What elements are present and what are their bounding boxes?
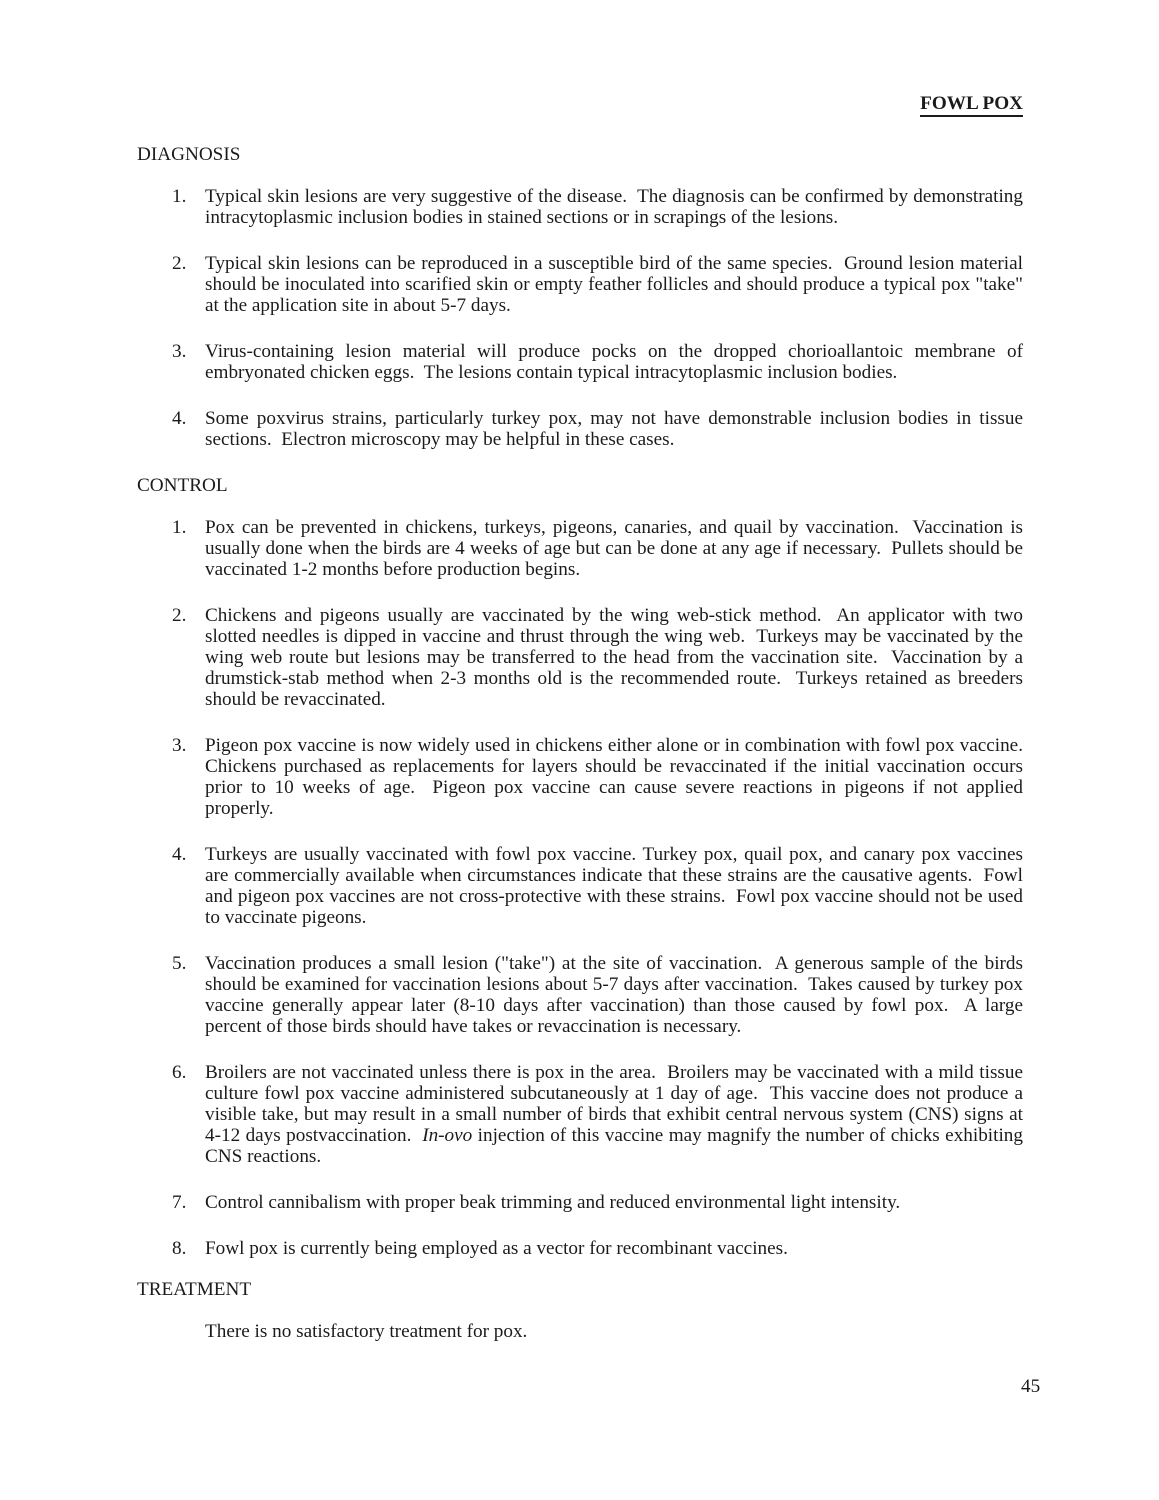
list-item [137,844,1028,928]
item-text: Turkeys are usually vaccinated with fowl pox vaccine. Turkey pox, quail pox, and canary pox vaccines are commercially available when circumstances indicate that these strains are the causative agents. Fowl and pigeon pox vaccines are not cross-protective with these strains. Fowl pox vaccine should not be used to vaccinate pigeons. [205,844,1028,928]
list-item [137,253,1028,316]
section-heading-diagnosis: DIAGNOSIS [137,144,241,165]
list-item [137,1238,1023,1259]
list-item [137,408,1028,450]
item-number: 1. [172,517,187,538]
item-number: 4. [172,408,187,429]
page-number: 45 [1021,1376,1041,1397]
item-text-segment: Broilers are not vaccinated unless there is pox in the area. Broilers may be vaccinated with a mild tissue culture fowl pox vaccine administered subcutaneously at 1 day of age. This vaccine does not produce a visible take, but may result in a small number of birds that exhibit central nervous system (CNS) signs at 4-12 days postvaccination. [205,1062,1028,1146]
title-row [137,93,1023,117]
item-number: 8. [172,1238,187,1259]
item-text: Fowl pox is currently being employed as a vector for recombinant vaccines. [205,1238,788,1259]
item-number: 3. [172,341,187,362]
page-title: FOWL POX [920,93,1023,117]
item-number: 5. [172,953,187,974]
list-item [137,735,1033,819]
item-number: 7. [172,1192,187,1213]
item-number: 4. [172,844,187,865]
item-text: Virus-containing lesion material will produce pocks on the dropped chorioallantoic membrane of embryonated chicken eggs. The lesions contain typical intracytoplasmic inclusion bodies. [205,341,1028,383]
list-item [137,186,1028,228]
section-heading-control: CONTROL [137,475,228,496]
list-item [137,1192,1023,1213]
item-text: Vaccination produces a small lesion ("take") at the site of vaccination. A generous sample of the birds should be examined for vaccination lesions about 5-7 days after vaccination. Takes caused by turkey pox vaccine generally appear later (8-10 days after vaccination) than those caused by fowl pox. A large percent of those birds should have takes or revaccination is necessary. [205,953,1028,1037]
item-text-segment: injection of this vaccine may magnify the number of chicks exhibiting CNS reactions. [205,1125,1028,1167]
item-text: Typical skin lesions are very suggestive of the disease. The diagnosis can be confirmed by demonstrating intracytoplasmic inclusion bodies in stained sections or in scrapings of the lesions. [205,186,1028,228]
treatment-paragraph: There is no satisfactory treatment for pox. [205,1321,528,1342]
list-item [137,1062,1028,1167]
list-item [137,517,1028,580]
item-text: Chickens and pigeons usually are vaccinated by the wing web-stick method. An applicator with two slotted needles is dipped in vaccine and thrust through the wing web. Turkeys may be vaccinated by the wing web route but lesions may be transferred to the head from the vaccination site. Vaccination by a drumstick-stab method when 2-3 months old is the recommended route. Turkeys retained as breeders should be revaccinated. [205,605,1028,710]
item-text: Typical skin lesions can be reproduced in a susceptible bird of the same species. Ground lesion material should be inoculated into scarified skin or empty feather follicles and should produce a typical pox "take" at the application site in about 5-7 days. [205,253,1028,316]
item-number: 2. [172,253,187,274]
item-number: 3. [172,735,187,756]
section-heading-treatment: TREATMENT [137,1279,252,1300]
item-text [205,1062,1028,1167]
item-text-italic: In-ovo [422,1125,473,1146]
item-text: Pigeon pox vaccine is now widely used in chickens either alone or in combination with fowl pox vaccine. Chickens purchased as replacements for layers should be revaccinated if the initial vaccination occurs prior to 10 weeks of age. Pigeon pox vaccine can cause severe reactions in pigeons if not applied properly. [205,735,1033,819]
item-text: Pox can be prevented in chickens, turkeys, pigeons, canaries, and quail by vaccination. Vaccination is usually done when the birds are 4 weeks of age but can be done at any age if necessary. Pullets should be vaccinated 1-2 months before production begins. [205,517,1028,580]
list-item [137,341,1028,383]
item-number: 6. [172,1062,187,1083]
list-item [137,953,1028,1037]
item-number: 2. [172,605,187,626]
item-number: 1. [172,186,187,207]
item-text: Control cannibalism with proper beak trimming and reduced environmental light intensity. [205,1192,901,1213]
list-item [137,605,1028,710]
item-text: Some poxvirus strains, particularly turkey pox, may not have demonstrable inclusion bodies in tissue sections. Electron microscopy may be helpful in these cases. [205,408,1028,450]
